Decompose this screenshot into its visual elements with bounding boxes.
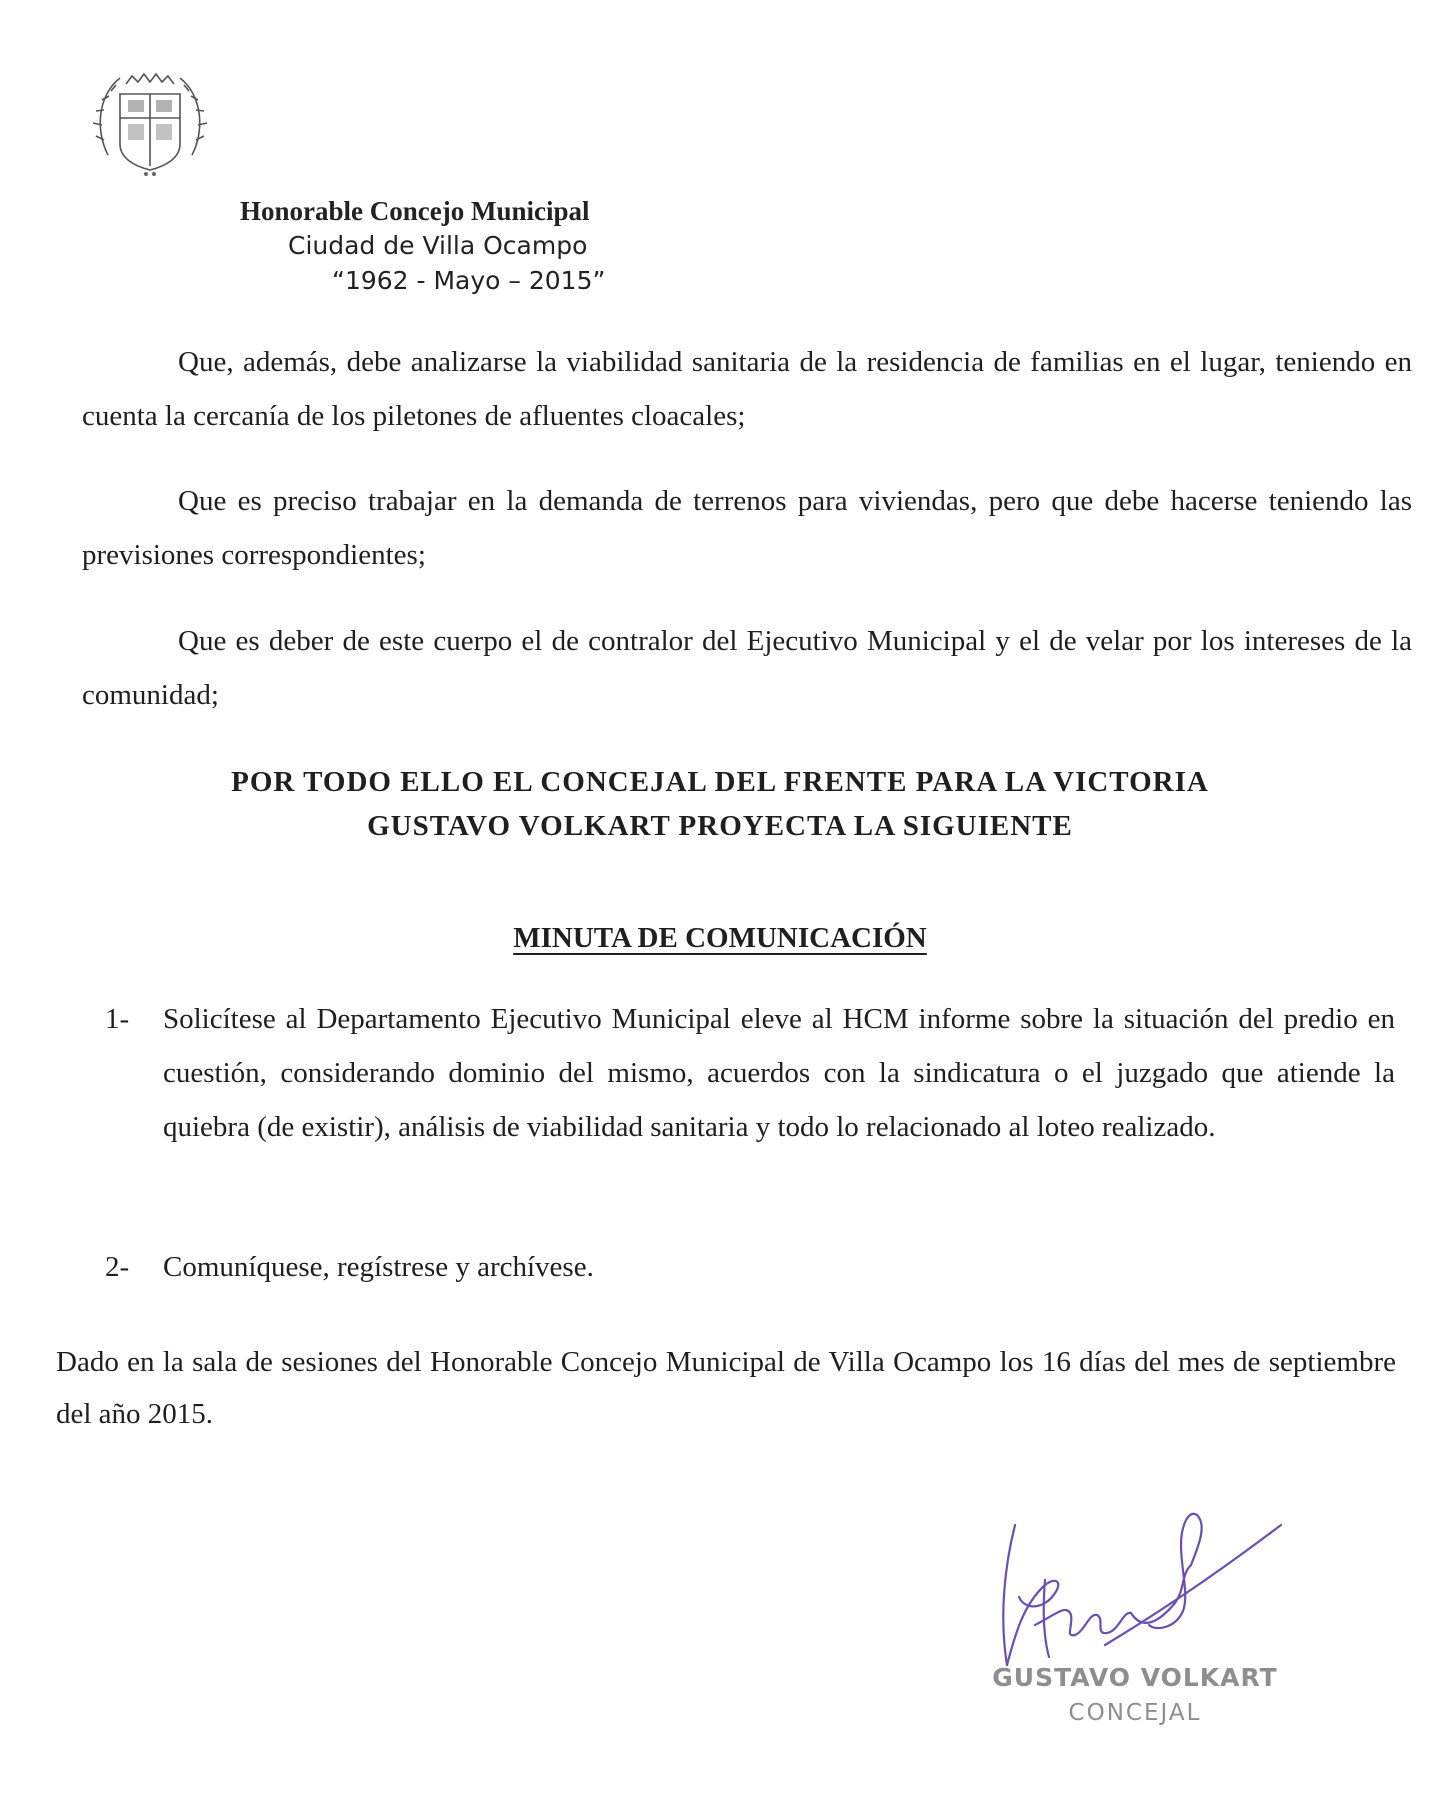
city-name: Ciudad de Villa Ocampo [288,231,588,260]
item-text: Solicítese al Departamento Ejecutivo Municipal eleve al HCM informe sobre la situación del predio en cuestión, considerando dominio del mismo, acuerdos con la sindicatura o el juzgado que atiende la quiebra (de existir), análisis de viabilidad sanitaria y todo lo relacionado al loteo realizado. [163,1003,1395,1143]
signature-stamp [985,1663,1285,1726]
minuta-title [120,922,1320,955]
municipal-seal-icon [90,60,210,180]
institution-name: Honorable Concejo Municipal [240,196,590,226]
paragraph-sanitary: Que, además, debe analizarse la viabilidad sanitaria de la residencia de familias en el lugar, teniendo en cuenta la cercanía de los piletones de afluentes cloacales; [82,346,1412,432]
letterhead [240,196,660,295]
resolution-heading [120,760,1320,848]
item-text: Comuníquese, regístrese y archívese. [163,1251,594,1283]
paragraph-duty: Que es deber de este cuerpo el de contralor del Ejecutivo Municipal y el de velar por los intereses de la comunidad; [82,625,1412,711]
paragraph-housing: Que es preciso trabajar en la demanda de terrenos para viviendas, pero que debe hacerse teniendo las previsiones correspondientes; [82,485,1412,571]
item-number: 1- [105,1003,130,1035]
closing-paragraph: Dado en la sala de sesiones del Honorable Concejo Municipal de Villa Ocampo los 16 días del mes de septiembre del año 2015. [56,1346,1396,1430]
list-item [105,1240,1395,1294]
signatory-name: GUSTAVO VOLKART [992,1663,1278,1692]
heading-line-2: GUSTAVO VOLKART PROYECTA LA SIGUIENTE [367,810,1073,842]
list-item [105,992,1395,1154]
heading-line-1: POR TODO ELLO EL CONCEJAL DEL FRENTE PARA LA VICTORIA [231,766,1209,798]
handwritten-signature [985,1485,1295,1680]
signatory-role: CONCEJAL [1068,1700,1202,1726]
item-number: 2- [105,1251,130,1283]
anniversary-motto: “1962 - Mayo – 2015” [332,266,606,295]
minuta-title-text: MINUTA DE COMUNICACIÓN [513,922,927,954]
